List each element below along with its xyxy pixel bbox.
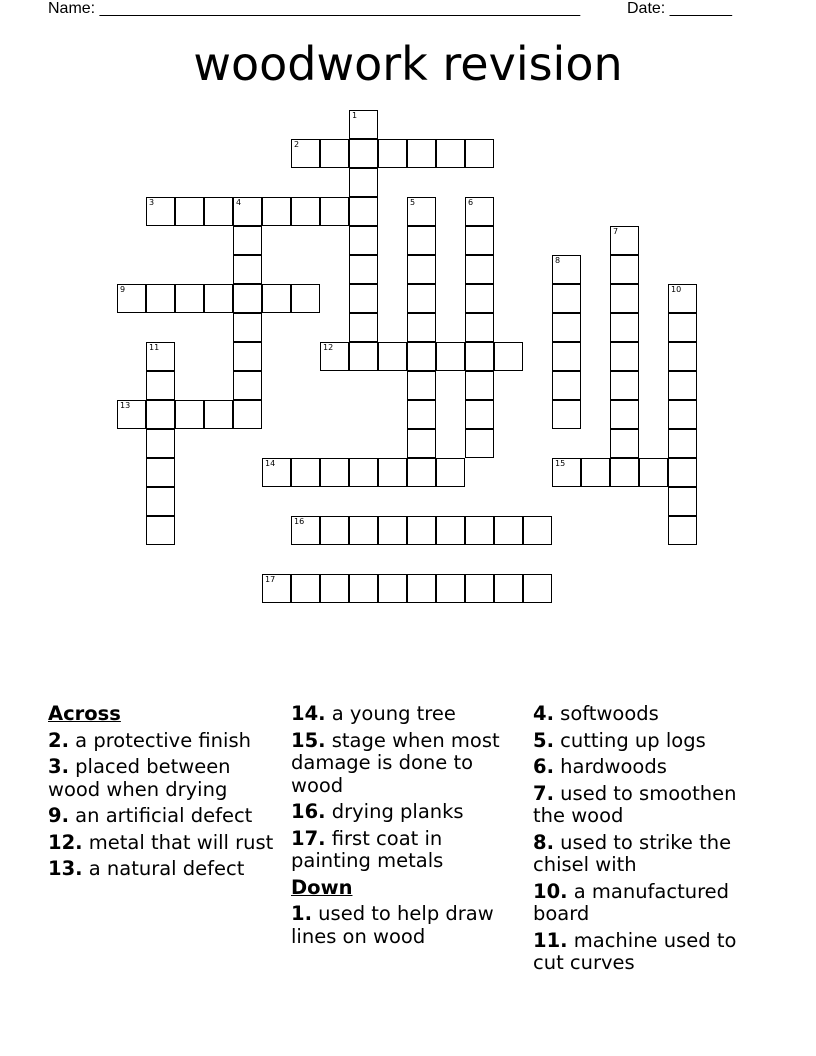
clues-column-1 (48, 703, 283, 885)
clue-text: metal that will rust (82, 830, 274, 854)
grid-cell[interactable] (610, 342, 639, 371)
clue-number: 5. (533, 728, 554, 752)
grid-cell[interactable] (233, 255, 262, 284)
grid-cell[interactable] (610, 284, 639, 313)
grid-cell[interactable] (349, 284, 378, 313)
grid-cell[interactable] (465, 284, 494, 313)
clue-number: 17. (291, 826, 326, 850)
clue-number-label: 12 (323, 343, 334, 352)
clue-text: a manufactured board (533, 879, 730, 925)
grid-cell[interactable] (465, 342, 494, 371)
grid-cell[interactable] (407, 139, 436, 168)
grid-cell[interactable] (668, 429, 697, 458)
grid-cell[interactable] (204, 400, 233, 429)
clue-across-3 (48, 756, 283, 801)
down-heading: Down (291, 875, 353, 899)
grid-cell[interactable] (320, 516, 349, 545)
grid-cell[interactable] (407, 313, 436, 342)
date-field-label: Date: _______ (627, 0, 732, 17)
across-heading: Across (48, 702, 121, 725)
grid-cell[interactable] (320, 342, 349, 371)
grid-cell[interactable] (349, 226, 378, 255)
grid-cell[interactable] (465, 516, 494, 545)
clue-number: 12. (48, 830, 83, 854)
grid-cell[interactable] (436, 139, 465, 168)
clues-column-2 (291, 703, 526, 952)
clue-number: 11. (533, 928, 568, 952)
clue-number-label: 3 (149, 198, 155, 207)
clue-number-label: 9 (120, 285, 126, 294)
grid-cell[interactable] (494, 516, 523, 545)
clue-number: 13. (48, 857, 83, 880)
clue-number: 8. (533, 830, 554, 854)
clue-number-label: 5 (410, 198, 416, 207)
grid-cell[interactable] (610, 313, 639, 342)
grid-cell[interactable] (465, 574, 494, 603)
clue-text: first coat in painting metals (291, 826, 444, 872)
grid-cell[interactable] (668, 400, 697, 429)
grid-cell[interactable] (146, 342, 175, 371)
clue-number: 2. (48, 728, 69, 752)
clue-text: a young tree (325, 702, 456, 725)
clue-across-12 (48, 832, 283, 855)
grid-cell[interactable] (117, 284, 146, 313)
grid-cell[interactable] (407, 429, 436, 458)
grid-cell[interactable] (378, 516, 407, 545)
grid-cell[interactable] (320, 139, 349, 168)
grid-cell[interactable] (233, 197, 262, 226)
grid-cell[interactable] (610, 371, 639, 400)
grid-cell[interactable] (552, 313, 581, 342)
grid-cell[interactable] (349, 458, 378, 487)
clue-number-label: 11 (149, 343, 160, 352)
puzzle-title: woodwork revision (193, 37, 623, 91)
grid-cell[interactable] (407, 400, 436, 429)
clue-text: used to strike the chisel with (533, 830, 732, 876)
grid-cell[interactable] (378, 139, 407, 168)
grid-cell[interactable] (610, 458, 639, 487)
grid-cell[interactable] (610, 400, 639, 429)
clue-number: 16. (291, 800, 326, 823)
clue-across-9 (48, 805, 283, 828)
grid-cell[interactable] (668, 342, 697, 371)
grid-cell[interactable] (146, 197, 175, 226)
grid-cell[interactable] (407, 284, 436, 313)
grid-cell[interactable] (233, 371, 262, 400)
grid-cell[interactable] (175, 284, 204, 313)
grid-cell[interactable] (349, 516, 378, 545)
clue-number: 6. (533, 755, 554, 778)
clue-number: 3. (48, 755, 69, 778)
clue-number-label: 7 (613, 227, 619, 236)
clue-down-4 (533, 703, 768, 726)
grid-cell[interactable] (494, 574, 523, 603)
clue-text: placed between wood when drying (48, 755, 231, 801)
grid-cell[interactable] (668, 371, 697, 400)
clue-number: 14. (291, 702, 326, 725)
grid-cell[interactable] (262, 574, 291, 603)
grid-cell[interactable] (233, 342, 262, 371)
grid-cell[interactable] (668, 458, 697, 487)
grid-cell[interactable] (175, 197, 204, 226)
grid-cell[interactable] (291, 139, 320, 168)
clue-number-label: 16 (294, 517, 305, 526)
grid-cell[interactable] (610, 226, 639, 255)
grid-cell[interactable] (465, 255, 494, 284)
grid-cell[interactable] (465, 400, 494, 429)
grid-cell[interactable] (291, 197, 320, 226)
grid-cell[interactable] (465, 429, 494, 458)
grid-cell[interactable] (262, 458, 291, 487)
grid-cell[interactable] (320, 574, 349, 603)
clue-text: used to help draw lines on wood (291, 902, 494, 948)
clue-number-label: 13 (120, 401, 131, 410)
clue-number-label: 10 (671, 285, 682, 294)
grid-cell[interactable] (465, 371, 494, 400)
clue-down-11 (533, 930, 768, 975)
grid-cell[interactable] (378, 574, 407, 603)
grid-cell[interactable] (146, 371, 175, 400)
grid-cell[interactable] (233, 400, 262, 429)
grid-cell[interactable] (552, 458, 581, 487)
clue-across-17 (291, 828, 526, 873)
grid-cell[interactable] (146, 516, 175, 545)
grid-cell[interactable] (378, 342, 407, 371)
clue-down-10 (533, 881, 768, 926)
grid-cell[interactable] (610, 429, 639, 458)
clue-across-16 (291, 801, 526, 824)
grid-cell[interactable] (552, 400, 581, 429)
clue-number-label: 15 (555, 459, 566, 468)
grid-cell[interactable] (349, 110, 378, 139)
grid-cell[interactable] (349, 574, 378, 603)
grid-cell[interactable] (146, 400, 175, 429)
clue-number: 1. (291, 902, 312, 925)
clue-number-label: 8 (555, 256, 561, 265)
clues-column-3 (533, 703, 768, 979)
grid-cell[interactable] (175, 400, 204, 429)
grid-cell[interactable] (349, 139, 378, 168)
clue-number: 10. (533, 879, 568, 903)
clue-down-7 (533, 783, 768, 828)
grid-cell[interactable] (494, 342, 523, 371)
clue-number-label: 17 (265, 575, 276, 584)
grid-cell[interactable] (146, 429, 175, 458)
grid-cell[interactable] (523, 574, 552, 603)
grid-cell[interactable] (407, 342, 436, 371)
grid-cell[interactable] (378, 458, 407, 487)
grid-cell[interactable] (233, 284, 262, 313)
clue-number: 15. (291, 728, 326, 752)
clue-number-label: 4 (236, 198, 242, 207)
grid-cell[interactable] (465, 226, 494, 255)
grid-cell[interactable] (436, 458, 465, 487)
clue-across-15 (291, 730, 526, 798)
grid-cell[interactable] (465, 139, 494, 168)
grid-cell[interactable] (407, 226, 436, 255)
clue-number: 9. (48, 804, 69, 827)
clue-number-label: 14 (265, 459, 276, 468)
grid-cell[interactable] (639, 458, 668, 487)
grid-cell[interactable] (668, 487, 697, 516)
name-field-label: Name: ______________________________________________________ (48, 0, 581, 17)
grid-cell[interactable] (233, 226, 262, 255)
grid-cell[interactable] (581, 458, 610, 487)
grid-cell[interactable] (668, 313, 697, 342)
grid-cell[interactable] (407, 255, 436, 284)
grid-cell[interactable] (349, 342, 378, 371)
clue-text: cutting up logs (553, 728, 706, 752)
grid-cell[interactable] (552, 342, 581, 371)
clue-down-6 (533, 756, 768, 779)
clue-number-label: 1 (352, 111, 358, 120)
grid-cell[interactable] (436, 516, 465, 545)
grid-cell[interactable] (233, 313, 262, 342)
grid-cell[interactable] (349, 313, 378, 342)
grid-cell[interactable] (146, 458, 175, 487)
clue-number: 4. (533, 702, 554, 725)
clue-across-2 (48, 730, 283, 753)
clue-across-13 (48, 858, 283, 881)
clue-text: a protective finish (68, 728, 251, 752)
grid-cell[interactable] (262, 197, 291, 226)
grid-cell[interactable] (407, 197, 436, 226)
grid-cell[interactable] (523, 516, 552, 545)
grid-cell[interactable] (204, 197, 233, 226)
grid-cell[interactable] (552, 371, 581, 400)
grid-cell[interactable] (291, 516, 320, 545)
grid-cell[interactable] (291, 284, 320, 313)
clue-number: 7. (533, 781, 554, 805)
grid-cell[interactable] (262, 284, 291, 313)
clue-number-label: 6 (468, 198, 474, 207)
grid-cell[interactable] (349, 255, 378, 284)
grid-cell[interactable] (407, 516, 436, 545)
grid-cell[interactable] (407, 574, 436, 603)
clue-across-14 (291, 703, 526, 726)
clue-text: a natural defect (82, 857, 245, 880)
grid-cell[interactable] (146, 487, 175, 516)
grid-cell[interactable] (349, 197, 378, 226)
grid-cell[interactable] (407, 458, 436, 487)
grid-cell[interactable] (320, 197, 349, 226)
grid-cell[interactable] (465, 313, 494, 342)
grid-cell[interactable] (436, 342, 465, 371)
clue-text: softwoods (553, 702, 659, 725)
clue-text: drying planks (325, 800, 464, 823)
clue-down-1 (291, 903, 526, 948)
clue-down-5 (533, 730, 768, 753)
grid-cell[interactable] (668, 284, 697, 313)
grid-cell[interactable] (117, 400, 146, 429)
clue-text: hardwoods (553, 755, 667, 778)
clue-down-8 (533, 832, 768, 877)
grid-cell[interactable] (291, 458, 320, 487)
grid-cell[interactable] (320, 458, 349, 487)
grid-cell[interactable] (465, 197, 494, 226)
grid-cell[interactable] (610, 255, 639, 284)
grid-cell[interactable] (349, 168, 378, 197)
grid-cell[interactable] (552, 284, 581, 313)
grid-cell[interactable] (552, 255, 581, 284)
grid-cell[interactable] (146, 284, 175, 313)
clue-text: an artificial defect (68, 804, 253, 827)
clue-text: stage when most damage is done to wood (291, 728, 500, 797)
clue-number-label: 2 (294, 140, 300, 149)
grid-cell[interactable] (436, 574, 465, 603)
grid-cell[interactable] (668, 516, 697, 545)
grid-cell[interactable] (204, 284, 233, 313)
grid-cell[interactable] (291, 574, 320, 603)
clue-text: machine used to cut curves (533, 928, 737, 974)
grid-cell[interactable] (407, 371, 436, 400)
clue-text: used to smoothen the wood (533, 781, 737, 827)
